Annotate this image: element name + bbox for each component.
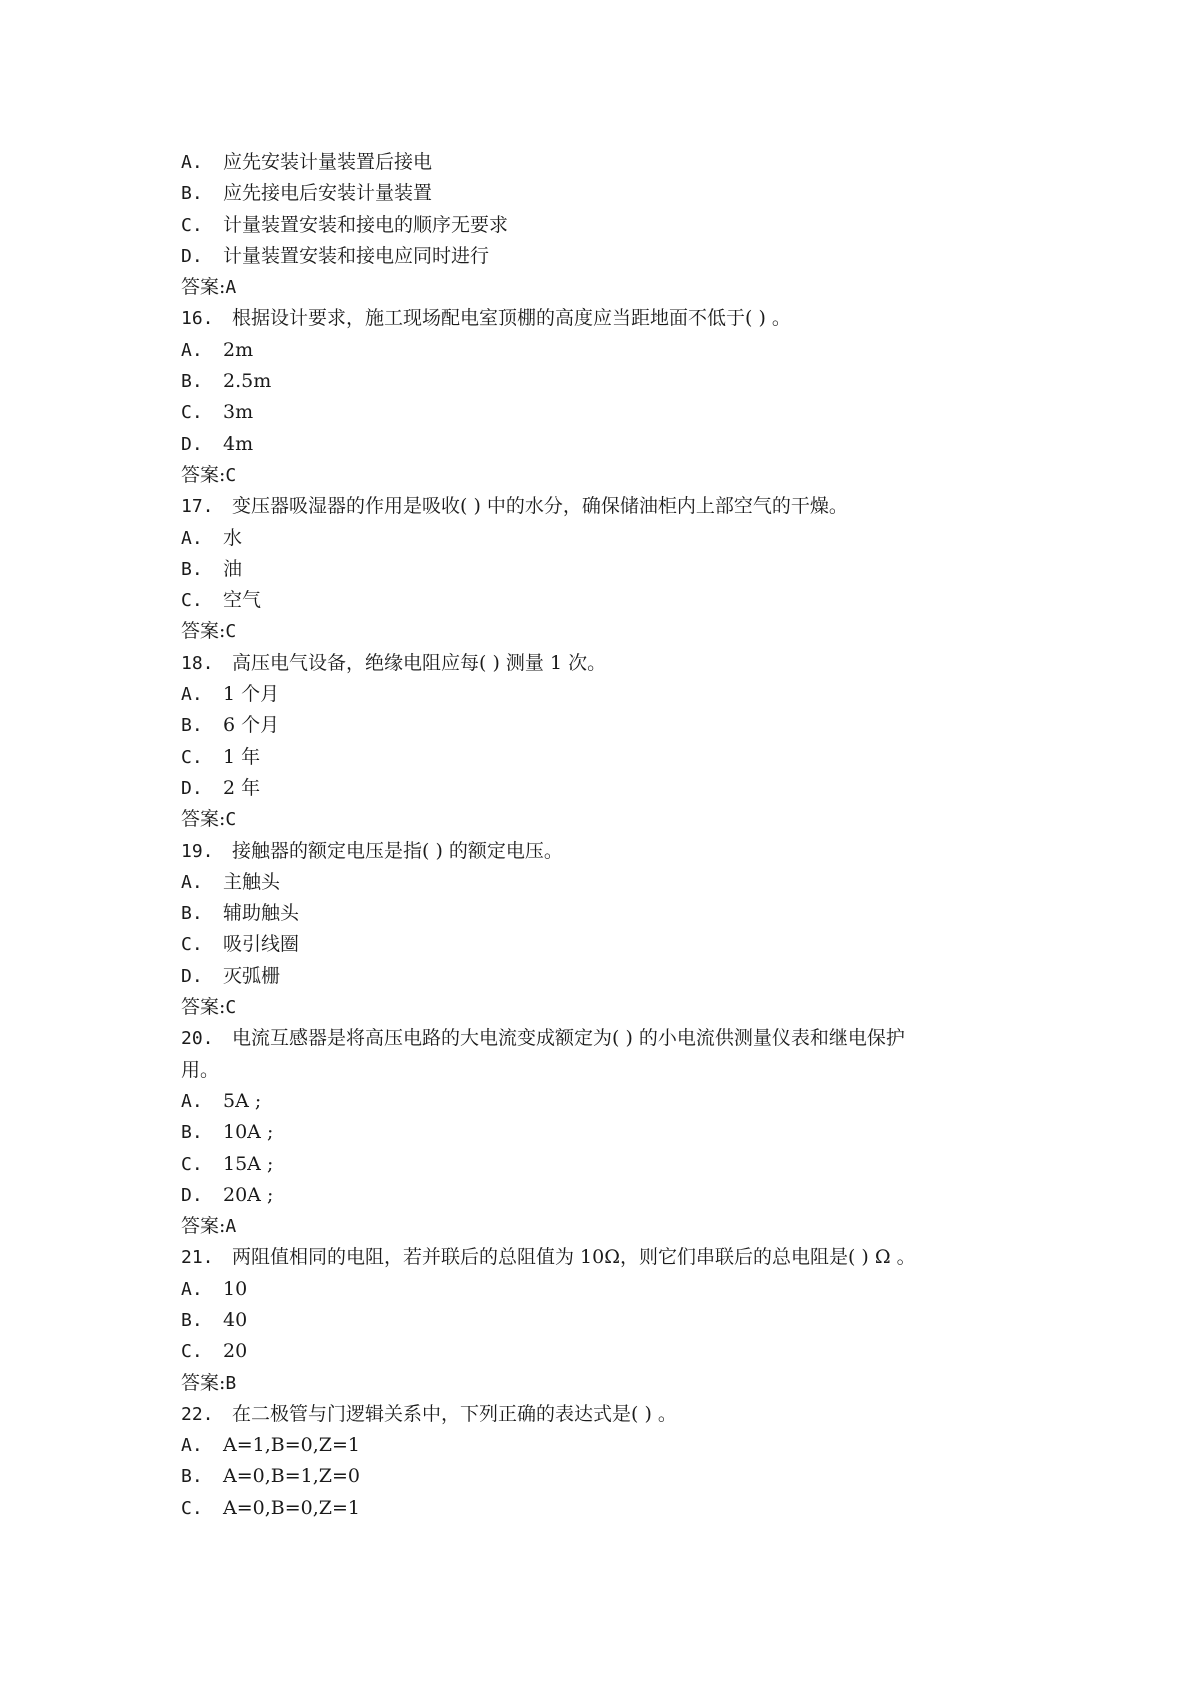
option-line (181, 710, 1011, 741)
question-text: 两阻值相同的电阻，若并联后的总阻值为 10Ω，则它们串联后的总电阻是( ) Ω 。 (232, 1246, 916, 1269)
option-letter: A. (181, 1278, 203, 1300)
question-line (181, 648, 1011, 679)
option-text: 计量装置安装和接电的顺序无要求 (223, 213, 509, 236)
answer-line (181, 1211, 1011, 1242)
option-text: 4m (223, 432, 254, 455)
option-letter: D. (181, 965, 203, 987)
option-text: 10 (223, 1277, 248, 1300)
option-letter: D. (181, 245, 203, 267)
option-text: 15A ; (223, 1152, 274, 1175)
option-letter: A. (181, 527, 203, 549)
option-letter: A. (181, 1435, 203, 1457)
option-letter: B. (181, 903, 203, 925)
answer-value: C (225, 464, 237, 486)
answer-label: 答案: (181, 463, 226, 486)
option-line (181, 147, 1011, 178)
option-letter: B. (181, 371, 203, 393)
option-text: 油 (223, 557, 243, 580)
option-letter: C. (181, 1497, 203, 1519)
option-text: 20A ; (223, 1183, 274, 1206)
option-text: A=1,B=0,Z=1 (223, 1434, 360, 1457)
option-line (181, 1180, 1011, 1211)
question-text: 高压电气设备，绝缘电阻应每( ) 测量 1 次。 (232, 651, 607, 674)
option-text: A=0,B=1,Z=0 (223, 1465, 360, 1488)
answer-label: 答案: (181, 620, 226, 643)
question-number: 17. (181, 496, 214, 518)
answer-value: A (225, 1216, 237, 1238)
answer-label: 答案: (181, 996, 226, 1019)
option-letter: B. (181, 1309, 203, 1331)
answer-value: B (225, 1372, 237, 1394)
answer-value: C (225, 997, 237, 1019)
option-text: 应先接电后安装计量装置 (223, 182, 433, 205)
option-letter: C. (181, 1341, 203, 1363)
answer-value: C (225, 621, 237, 643)
option-line (181, 554, 1011, 585)
option-line (181, 397, 1011, 428)
question-line (181, 1399, 1011, 1430)
option-line (181, 1336, 1011, 1367)
option-text: 40 (223, 1308, 248, 1331)
option-text: 2 年 (223, 776, 261, 799)
option-line (181, 241, 1011, 272)
option-letter: A. (181, 339, 203, 361)
option-text: 灭弧栅 (223, 964, 281, 987)
answer-value: C (225, 809, 237, 831)
question-number: 19. (181, 840, 214, 862)
option-letter: B. (181, 558, 203, 580)
option-line (181, 335, 1011, 366)
question-text: 电流互感器是将高压电路的大电流变成额定为( ) 的小电流供测量仪表和继电保护 (232, 1027, 905, 1050)
option-letter: A. (181, 871, 203, 893)
option-line (181, 898, 1011, 929)
option-line (181, 773, 1011, 804)
option-letter: C. (181, 934, 203, 956)
question-line (181, 1023, 1011, 1054)
option-letter: A. (181, 152, 203, 173)
option-text: 水 (223, 526, 243, 549)
option-line (181, 1149, 1011, 1180)
option-line (181, 178, 1011, 209)
option-line (181, 1305, 1011, 1336)
question-number: 18. (181, 652, 214, 674)
question-number: 20. (181, 1028, 214, 1050)
question-number: 21. (181, 1247, 214, 1269)
option-text: 1 个月 (223, 683, 280, 706)
answer-line (181, 804, 1011, 835)
answer-line (181, 1368, 1011, 1399)
question-list (181, 147, 1011, 1524)
option-line (181, 210, 1011, 241)
question-text-continuation: 用。 (181, 1058, 220, 1081)
option-text: 20 (223, 1340, 248, 1363)
option-letter: B. (181, 183, 203, 205)
option-letter: A. (181, 684, 203, 706)
option-letter: C. (181, 214, 203, 236)
option-text: 2.5m (223, 370, 272, 393)
option-letter: D. (181, 777, 203, 799)
option-letter: C. (181, 1153, 203, 1175)
question-number: 22. (181, 1403, 214, 1425)
option-text: 6 个月 (223, 714, 280, 737)
answer-label: 答案: (181, 808, 226, 831)
option-letter: D. (181, 1184, 203, 1206)
option-text: 吸引线圈 (223, 933, 300, 956)
option-line (181, 961, 1011, 992)
option-letter: B. (181, 715, 203, 737)
option-letter: A. (181, 1090, 203, 1112)
option-line (181, 742, 1011, 773)
option-line (181, 429, 1011, 460)
option-text: 3m (223, 401, 254, 424)
option-line (181, 585, 1011, 616)
option-letter: B. (181, 1122, 203, 1144)
option-line (181, 679, 1011, 710)
option-text: 2m (223, 338, 254, 361)
question-text: 在二极管与门逻辑关系中，下列正确的表达式是( ) 。 (232, 1402, 677, 1425)
answer-line (181, 460, 1011, 491)
answer-line (181, 272, 1011, 303)
answer-line (181, 992, 1011, 1023)
question-text: 变压器吸湿器的作用是吸收( ) 中的水分，确保储油柜内上部空气的干燥。 (232, 495, 848, 518)
question-line (181, 836, 1011, 867)
question-number: 16. (181, 308, 214, 330)
option-line (181, 366, 1011, 397)
option-text: 1 年 (223, 745, 261, 768)
option-line (181, 1461, 1011, 1492)
question-line (181, 1242, 1011, 1273)
option-letter: C. (181, 746, 203, 768)
option-text: 5A ; (223, 1089, 262, 1112)
option-line (181, 523, 1011, 554)
option-text: 辅助触头 (223, 902, 300, 925)
option-text: 主触头 (223, 870, 281, 893)
option-line (181, 1086, 1011, 1117)
option-line (181, 929, 1011, 960)
option-letter: C. (181, 402, 203, 424)
question-line (181, 303, 1011, 334)
option-line (181, 867, 1011, 898)
question-text: 接触器的额定电压是指( ) 的额定电压。 (232, 839, 563, 862)
option-text: A=0,B=0,Z=1 (223, 1496, 360, 1519)
option-text: 10A ; (223, 1121, 274, 1144)
answer-value: A (225, 277, 237, 299)
answer-label: 答案: (181, 276, 226, 299)
option-line (181, 1493, 1011, 1524)
answer-label: 答案: (181, 1371, 226, 1394)
question-line (181, 491, 1011, 522)
option-letter: D. (181, 433, 203, 455)
option-letter: B. (181, 1466, 203, 1488)
option-line (181, 1117, 1011, 1148)
option-text: 计量装置安装和接电应同时进行 (223, 244, 490, 267)
option-line (181, 1430, 1011, 1461)
option-line (181, 1274, 1011, 1305)
question-text: 根据设计要求，施工现场配电室顶棚的高度应当距地面不低于( ) 。 (232, 307, 791, 330)
answer-label: 答案: (181, 1215, 226, 1238)
option-text: 应先安装计量装置后接电 (223, 151, 433, 173)
option-letter: C. (181, 590, 203, 612)
option-text: 空气 (223, 589, 262, 612)
answer-line (181, 616, 1011, 647)
